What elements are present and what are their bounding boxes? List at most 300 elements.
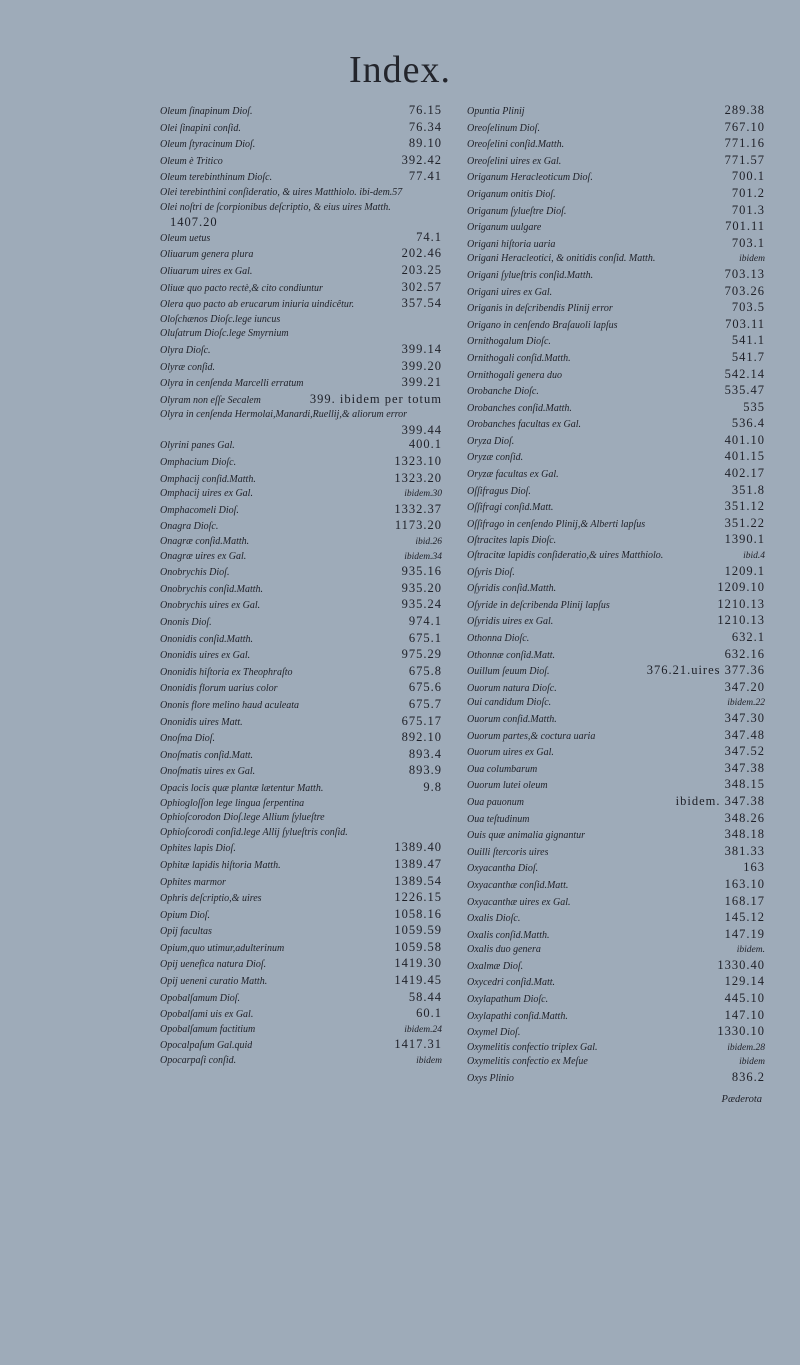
index-entry (160, 1006, 442, 1023)
entry-reference: 1330.10 (717, 1024, 765, 1039)
index-entry (160, 763, 442, 780)
entry-term: Oxalis Dioſc. (467, 913, 521, 925)
entry-term: Olyræ conſid. (160, 361, 215, 373)
entry-term: Origanis in deſcribendis Plinij error (467, 303, 613, 315)
entry-reference: 836.2 (731, 1070, 765, 1085)
index-entry (467, 794, 765, 811)
index-entry (467, 974, 765, 991)
entry-term: Oliuarum uires ex Gal. (160, 265, 253, 277)
entry-term: Oxys Plinio (467, 1073, 514, 1085)
index-entry (160, 840, 442, 857)
entry-term: Oxyacantha Dioſ. (467, 863, 539, 875)
entry-reference: 974.1 (408, 614, 442, 628)
entry-term: Onobrychis Dioſ. (160, 567, 230, 579)
entry-term: Oui candidum Dioſc. (467, 697, 552, 709)
entry-term: Oxymelitis confectio triplex Gal. (467, 1041, 598, 1053)
index-entry (160, 186, 442, 201)
index-entry (467, 958, 765, 975)
entry-term: Onagræ uires ex Gal. (160, 550, 247, 562)
entry-term: Onoſma Dioſ. (160, 733, 215, 745)
index-entry (467, 827, 765, 844)
entry-term: Origanum ſylueſtre Dioſ. (467, 205, 567, 217)
index-entry (467, 549, 765, 564)
entry-reference: 535 (743, 399, 765, 414)
entry-reference: 536.4 (731, 416, 765, 431)
index-entry (160, 581, 442, 598)
index-entry (160, 664, 442, 681)
entry-reference: ibid.4 (743, 551, 765, 562)
entry-term: Onoſmatis conſid.Matt. (160, 749, 254, 761)
entry-term: Oſſifragi conſid.Matt. (467, 502, 554, 514)
index-entry (160, 890, 442, 907)
entry-reference: ibidem.34 (404, 551, 442, 562)
index-entry (467, 499, 765, 516)
entry-reference: 1209.1 (724, 563, 765, 578)
entry-reference: 541.1 (731, 333, 765, 348)
entry-reference: ibidem. 347.38 (675, 793, 765, 808)
entry-term: Origani ſylueſtris conſid.Matth. (467, 269, 594, 281)
entry-term: Ononis Dioſ. (160, 617, 212, 628)
index-entry (467, 777, 765, 794)
index-entry (160, 392, 442, 409)
index-entry (160, 296, 442, 313)
index-entry (467, 564, 765, 581)
entry-reference: 701.3 (731, 202, 765, 217)
entry-reference: 1210.13 (717, 596, 765, 611)
entry-term: Orobanches conſid.Matth. (467, 402, 572, 414)
entry-reference: 675.1 (408, 630, 442, 645)
entry-reference: 74.1 (416, 229, 442, 244)
entry-reference: 771.57 (724, 152, 765, 167)
entry-term: Ophites marmor (160, 876, 226, 888)
entry-term: Othonnæ conſid.Matt. (467, 649, 556, 661)
entry-term: Opium,quo utimur,adulterinum (160, 942, 285, 954)
entry-term: Onagræ conſid.Matth. (160, 536, 250, 548)
entry-term: Oleum uetus (160, 232, 211, 244)
entry-term: Omphacium Dioſc. (160, 457, 237, 469)
index-entry (160, 923, 442, 940)
entry-term: Oreoſelinum Dioſ. (467, 122, 540, 134)
index-entry (160, 471, 442, 488)
index-entry (467, 367, 765, 384)
index-entry (467, 1008, 765, 1025)
entry-reference: 675.8 (408, 663, 442, 678)
index-entry (467, 580, 765, 597)
entry-term: Onoſmatis uires ex Gal. (160, 766, 256, 778)
index-entry (160, 518, 442, 535)
index-entry (467, 267, 765, 284)
entry-reference: 1389.47 (394, 856, 442, 871)
index-entry (160, 153, 442, 170)
entry-reference: 347.20 (724, 679, 765, 694)
index-entry (160, 103, 442, 120)
index-entry (160, 535, 442, 550)
index-entry (160, 973, 442, 990)
entry-reference: 58.44 (408, 989, 442, 1004)
entry-reference: 76.34 (408, 119, 442, 134)
entry-reference: 77.41 (408, 169, 442, 184)
entry-reference: 1059.58 (394, 939, 442, 954)
entry-reference: 1389.54 (394, 873, 442, 888)
entry-term: Opacis locis quæ plantæ lætentur Matth. (160, 782, 324, 794)
entry-reference: 351.12 (724, 499, 765, 514)
index-entry (160, 647, 442, 664)
entry-term: Oſtracitæ lapidis conſideratio,& uires Matthiolo. (467, 550, 664, 562)
entry-term: Opobalſami uis ex Gal. (160, 1009, 254, 1021)
entry-term: Onagra Dioſc. (160, 521, 219, 533)
entry-reference: ibidem (739, 254, 765, 265)
index-entry (160, 747, 442, 764)
entry-term: Opobalſamum factitium (160, 1023, 256, 1035)
entry-reference: 401.10 (724, 432, 765, 447)
entry-reference: 1323.20 (394, 470, 442, 485)
entry-term: Orobanche Dioſc. (467, 386, 539, 398)
index-entry (467, 169, 765, 186)
entry-term: Origani hiſtoria uaria (467, 238, 556, 250)
entry-term: Origani Heracleotici, & onitidis conſid. Matth. (467, 253, 656, 265)
entry-term: Oxalmæ Dioſ. (467, 960, 524, 972)
entry-reference: 348.18 (724, 827, 765, 842)
entry-term: Olyra Dioſc. (160, 344, 211, 356)
index-entry (467, 186, 765, 203)
index-entry (467, 991, 765, 1008)
entry-term: Ononis flore melino haud aculeata (160, 699, 300, 711)
entry-reference: 347.48 (724, 727, 765, 742)
entry-term: Ophioſcorodi conſid.lege Allij ſylueſtris conſid. (160, 826, 348, 838)
entry-term: Oxalis conſid.Matth. (467, 929, 550, 941)
index-entry (467, 860, 765, 877)
entry-reference: 700.1 (731, 169, 765, 184)
entry-reference: 347.38 (724, 760, 765, 775)
entry-reference: 1330.40 (717, 957, 765, 972)
index-entry (160, 342, 442, 359)
entry-reference: 1058.16 (394, 906, 442, 921)
index-entry (467, 1070, 765, 1087)
entry-reference: 675.7 (408, 696, 442, 711)
index-entry (160, 907, 442, 924)
entry-term: Origanum Heracleoticum Dioſ. (467, 172, 593, 184)
entry-reference: 399.14 (401, 341, 442, 356)
entry-reference: 402.17 (724, 466, 765, 481)
entry-reference: 381.33 (724, 843, 765, 858)
entry-term: Origani uires ex Gal. (467, 286, 553, 298)
entry-reference: 703.26 (724, 283, 765, 298)
entry-term: Oleum ſinapinum Dioſ. (160, 106, 253, 117)
entry-term: Olera quo pacto ab erucarum iniuria uindicêtur. (160, 299, 355, 311)
entry-reference: 289.38 (724, 103, 765, 117)
entry-term: Oua pauonum (467, 796, 524, 808)
entry-reference: 1419.45 (394, 973, 442, 988)
index-entry (467, 449, 765, 466)
entry-reference: 202.46 (401, 246, 442, 261)
entry-term: Olyrini panes Gal. (160, 440, 235, 452)
index-entry (160, 956, 442, 973)
entry-reference: 76.15 (408, 103, 442, 117)
entry-term: Oloſchænos Dioſc.lege iuncus (160, 313, 281, 325)
entry-reference: 351.8 (731, 482, 765, 497)
entry-term: Olyram non eſſe Secalem (160, 394, 261, 406)
index-entry (467, 236, 765, 253)
entry-term: Oſſifragus Dioſ. (467, 485, 531, 497)
entry-term: Omphacomeli Dioſ. (160, 504, 239, 516)
index-entry (467, 696, 765, 711)
entry-reference: 351.22 (724, 515, 765, 530)
entry-term: Oxymel Dioſ. (467, 1027, 521, 1039)
index-entry (467, 894, 765, 911)
entry-term: Oſyridis conſid.Matth. (467, 583, 557, 595)
entry-reference: 445.10 (724, 991, 765, 1006)
entry-term: Oryzæ facultas ex Gal. (467, 469, 559, 481)
entry-term: Ophitæ lapidis hiſtoria Matth. (160, 859, 281, 871)
index-entry (467, 844, 765, 861)
entry-term: Orobanches facultas ex Gal. (467, 419, 582, 431)
page-title: Index. (348, 49, 452, 91)
entry-reference: 1332.37 (394, 501, 442, 516)
index-entry (467, 927, 765, 944)
index-entry (467, 910, 765, 927)
entry-term: Ononidis uires Matt. (160, 716, 243, 728)
entry-reference: 632.1 (731, 630, 765, 644)
index-entry (467, 136, 765, 153)
index-entry (467, 943, 765, 958)
entry-reference: ibidem.30 (404, 489, 442, 500)
entry-reference: 935.20 (401, 580, 442, 595)
entry-reference: 147.19 (724, 926, 765, 941)
entry-reference: 1417.31 (394, 1037, 442, 1052)
index-entry (467, 680, 765, 697)
entry-term: Ononidis conſid.Matth. (160, 633, 254, 645)
entry-reference: 1209.10 (717, 580, 765, 595)
index-column-right (467, 103, 765, 1087)
index-entry (160, 697, 442, 714)
index-entry (467, 300, 765, 317)
index-entry (160, 631, 442, 648)
index-entry (160, 201, 442, 230)
entry-reference: 401.15 (724, 449, 765, 464)
entry-reference: 399.20 (401, 358, 442, 373)
index-entry (467, 877, 765, 894)
entry-reference: 892.10 (401, 730, 442, 745)
index-entry (467, 597, 765, 614)
entry-term: Ouis quæ animalia gignantur (467, 830, 586, 842)
entry-term: Ouorum natura Dioſc. (467, 682, 557, 694)
index-entry (160, 826, 442, 841)
entry-term: Oxylapathi conſid.Matth. (467, 1010, 568, 1022)
entry-reference: 701.2 (731, 185, 765, 200)
index-entry (467, 1024, 765, 1041)
index-entry (160, 359, 442, 376)
entry-term: Oxymelitis confectio ex Meſue (467, 1056, 588, 1068)
index-entry (467, 383, 765, 400)
entry-reference: 145.12 (724, 910, 765, 925)
entry-reference: ibidem.22 (727, 698, 765, 709)
entry-term: Ouorum conſid.Matth. (467, 713, 557, 725)
entry-term: Opij ueneni curatio Matth. (160, 976, 268, 988)
entry-reference: ibidem (739, 1057, 765, 1068)
entry-reference: 399.44 (401, 422, 442, 437)
entry-term: Oryzæ conſid. (467, 452, 524, 464)
index-entry (467, 317, 765, 334)
entry-term: Opobalſamum Dioſ. (160, 992, 240, 1004)
index-entry (160, 246, 442, 263)
index-entry (160, 313, 442, 328)
entry-reference: 535.47 (724, 383, 765, 398)
entry-reference: ibidem.28 (727, 1042, 765, 1053)
index-entry (160, 940, 442, 957)
entry-reference: 1173.20 (394, 518, 442, 533)
entry-reference: 632.16 (724, 646, 765, 661)
index-entry (467, 516, 765, 533)
index-entry (467, 252, 765, 267)
index-entry (467, 728, 765, 745)
entry-reference: 163 (743, 860, 765, 875)
entry-term: Origano in cenſendo Braſauoli lapſus (467, 319, 618, 331)
entry-reference: ibid.26 (415, 537, 442, 548)
entry-term: Onobrychis conſid.Matth. (160, 583, 264, 595)
entry-term: Oxalis duo genera (467, 944, 541, 956)
entry-term: Ornithogali genera duo (467, 369, 562, 381)
entry-term: Oryza Dioſ. (467, 435, 515, 447)
index-column-left (160, 103, 442, 1069)
entry-term: Omphacij conſid.Matth. (160, 473, 256, 485)
index-entry (160, 375, 442, 392)
entry-reference: 9.8 (423, 779, 442, 794)
index-entry (160, 1054, 442, 1069)
entry-reference: 203.25 (401, 262, 442, 277)
entry-term: Ornithogali conſid.Matth. (467, 352, 571, 364)
index-entry (160, 120, 442, 137)
entry-term: Olei terebinthini conſideratio, & uires Matthiolo. ibi-dem.57 (160, 186, 403, 198)
entry-term: Ouilli ſtercoris uires (467, 846, 549, 858)
index-entry (160, 990, 442, 1007)
entry-term: Opij uenefica natura Dioſ. (160, 959, 267, 971)
entry-reference: 163.10 (724, 876, 765, 891)
index-entry (467, 663, 765, 680)
entry-term: Oxylapathum Dioſc. (467, 994, 549, 1006)
index-entry (160, 564, 442, 581)
entry-term: Ophris deſcriptio,& uires (160, 893, 262, 905)
entry-reference: 975.29 (401, 647, 442, 662)
entry-term: Oſtracites lapis Dioſc. (467, 535, 557, 547)
index-entry (467, 219, 765, 236)
entry-reference: 399.21 (401, 375, 442, 390)
entry-term: Oliuæ quo pacto rectè,& cito condiuntur (160, 282, 323, 294)
entry-reference: ibidem (416, 1056, 442, 1067)
entry-reference: 675.17 (401, 713, 442, 728)
index-entry (467, 761, 765, 778)
entry-term: Olyra in cenſenda Marcelli erratum (160, 378, 304, 390)
index-entry (467, 483, 765, 500)
entry-reference: 348.26 (724, 810, 765, 825)
entry-reference: 348.15 (724, 777, 765, 792)
index-entry (467, 647, 765, 664)
index-entry (467, 630, 765, 647)
index-entry (467, 203, 765, 220)
index-entry (160, 874, 442, 891)
entry-term: Oluſatrum Dioſc.lege Smyrnium (160, 328, 289, 340)
index-entry (467, 416, 765, 433)
entry-reference: 392.42 (401, 152, 442, 167)
entry-reference: 767.10 (724, 119, 765, 134)
entry-reference: 400.1 (408, 437, 442, 452)
entry-term: Olei noſtri de ſcorpionibus deſcriptio, & eius uires Matth. (160, 201, 391, 213)
entry-term: Ornithogalum Dioſc. (467, 336, 551, 348)
catchword: Pæderota (721, 1094, 762, 1105)
index-entry (160, 857, 442, 874)
entry-term: Onobrychis uires ex Gal. (160, 600, 261, 612)
entry-term: Oleum ſtyracinum Dioſ. (160, 139, 256, 151)
index-entry (160, 714, 442, 731)
index-entry (467, 532, 765, 549)
index-entry (467, 400, 765, 417)
index-entry (160, 280, 442, 297)
entry-term: Opuntia Plinij (467, 106, 525, 117)
entry-reference: 147.10 (724, 1007, 765, 1022)
entry-reference: 703.11 (725, 316, 765, 331)
index-entry (467, 333, 765, 350)
index-entry (160, 797, 442, 812)
entry-term: Opocalpaſum Gal.quid (160, 1040, 253, 1052)
entry-reference: 703.5 (731, 300, 765, 315)
entry-term: Oſſifrago in cenſendo Plinij,& Alberti lapſus (467, 518, 646, 530)
index-entry (160, 550, 442, 565)
entry-reference: 542.14 (724, 366, 765, 381)
entry-term: Oxycedri conſid.Matt. (467, 977, 556, 989)
index-entry (160, 811, 442, 826)
entry-reference: 347.52 (724, 744, 765, 759)
entry-term: Oſyride in deſcribenda Plinij lapſus (467, 599, 610, 611)
entry-term: Ophiogloſſon lege lingua ſerpentina (160, 797, 305, 809)
entry-term: Oreoſelini conſid.Matth. (467, 139, 565, 151)
entry-term: Olei ſinapini conſid. (160, 122, 241, 134)
index-entry (160, 408, 442, 437)
index-entry (160, 169, 442, 186)
entry-term: Opij facultas (160, 926, 212, 938)
entry-reference: 893.4 (408, 746, 442, 761)
index-entry (160, 597, 442, 614)
entry-term: Omphacij uires ex Gal. (160, 488, 253, 500)
entry-reference: 1226.15 (394, 890, 442, 905)
index-entry (160, 730, 442, 747)
entry-term: Oliuarum genera plura (160, 249, 254, 261)
index-entry (160, 230, 442, 247)
entry-term: Olyra in cenſenda Hermolai,Manardi,Ruellij,& aliorum error (160, 409, 408, 421)
entry-term: Opocarpaſi conſid. (160, 1055, 237, 1067)
index-entry (160, 780, 442, 797)
entry-reference: 1407.20 (170, 215, 218, 230)
entry-reference: 129.14 (724, 974, 765, 989)
entry-reference: 935.16 (401, 564, 442, 579)
entry-reference: 935.24 (401, 597, 442, 612)
entry-term: Ophites lapis Dioſ. (160, 843, 236, 855)
entry-reference: 376.21.uires 377.36 (646, 663, 765, 678)
index-entry (467, 120, 765, 137)
index-entry (160, 136, 442, 153)
index-entry (160, 502, 442, 519)
index-entry (467, 1055, 765, 1070)
index-entry (160, 614, 442, 631)
entry-term: Ouorum partes,& coctura uaria (467, 730, 596, 742)
index-entry (160, 437, 442, 454)
entry-reference: 399. ibidem per totum (309, 391, 442, 406)
index-entry (160, 263, 442, 280)
index-entry (160, 680, 442, 697)
entry-reference: 302.57 (401, 279, 442, 294)
entry-term: Oxyacanthæ conſid.Matt. (467, 879, 569, 891)
entry-reference: 1210.13 (717, 613, 765, 628)
entry-reference: ibidem. (736, 945, 765, 956)
entry-term: Ononidis florum uarius color (160, 683, 278, 695)
